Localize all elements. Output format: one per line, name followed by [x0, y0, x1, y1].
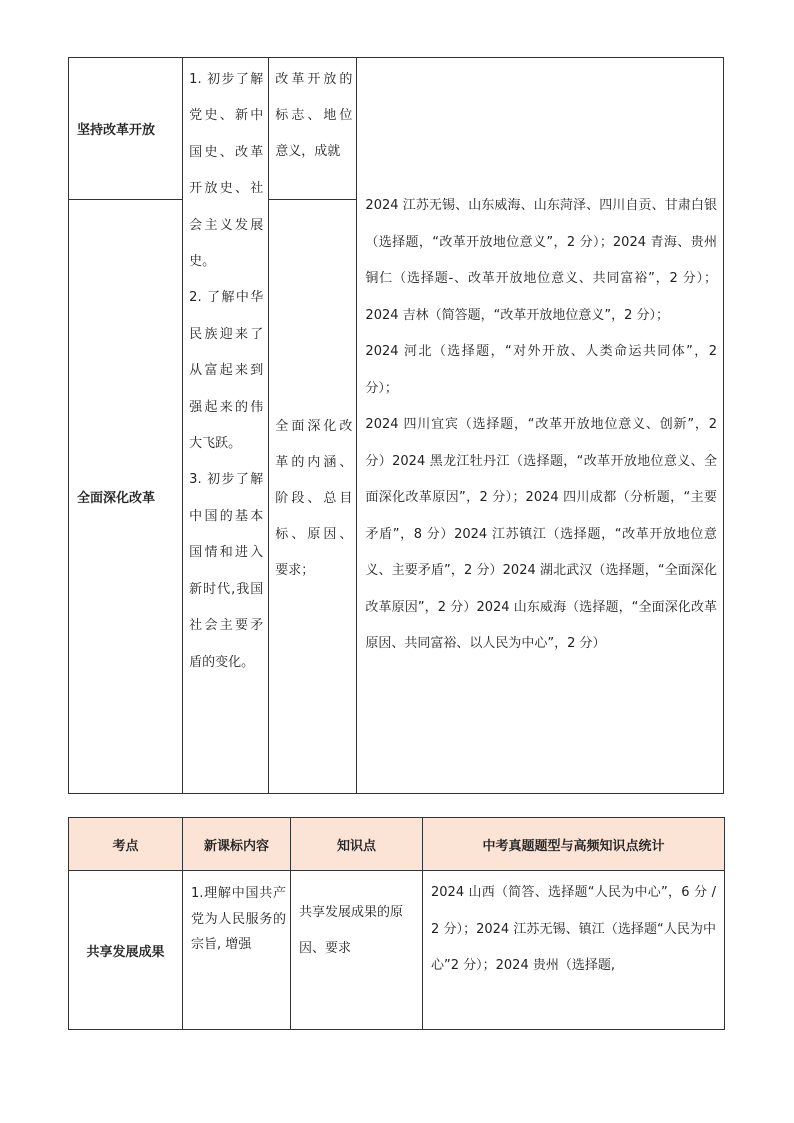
- header-stats: 中考真题题型与高频知识点统计: [423, 818, 725, 871]
- topic-cell-shared-development: 共享发展成果: [69, 871, 183, 1030]
- topic-cell-reform-opening: [69, 58, 183, 200]
- knowledge-cell-deepen-reform: [269, 200, 357, 794]
- knowledge-text: 改革开放的标志、地位意义，成就: [275, 72, 353, 159]
- header-topic: 考点: [69, 818, 183, 871]
- stats-cell: 2024 山西（简答、选择题“人民为中心”，6 分 / 2 分）；2024 江苏无锡、镇江（选择题“人民为中心”2 分）；2024 贵州（选择题,: [423, 871, 725, 1030]
- stats-cell: [357, 58, 724, 794]
- table-header-row: [69, 818, 725, 871]
- topic-label: 坚持改革开放: [77, 123, 156, 138]
- curriculum-item: 3. 初步了解中国的基本国情和进入新时代,我国社会主要矛盾的变化。: [189, 472, 264, 670]
- curriculum-cell: [183, 58, 269, 794]
- exam-topic-table: [68, 57, 724, 794]
- header-curriculum: 新课标内容: [183, 818, 291, 871]
- curriculum-cell: 1.理解中国共产党为人民服务的宗旨, 增强: [183, 871, 291, 1030]
- curriculum-item: 2. 了解中华民族迎来了从富起来到强起来的伟大飞跃。: [189, 290, 264, 452]
- stats-paragraph: 2024 四川宜宾（选择题，“改革开放地位意义、创新”，2 分）2024 黑龙江牡丹江（选择题，“改革开放地位意义、全面深化改革原因”，2 分）；2024 四川成都（分析题，“主要矛盾”，8 分）2024 江苏镇江（选择题，“改革开放地位意义、主要矛盾”，2 分）2024 湖北武汉（选择题，“全面深化改革原因”，2 分）2024 山东威海（选择题，“全面深化改革原因、共同富裕、以人民为中心”，2 分）: [365, 417, 717, 652]
- knowledge-cell: 共享发展成果的原因、要求: [291, 871, 423, 1030]
- knowledge-text: 全面深化改革的内涵、阶段、总目标、原因、要求；: [275, 418, 353, 578]
- stats-paragraph: 2024 河北（选择题，“对外开放、人类命运共同体”，2 分）；: [365, 344, 717, 396]
- table-row: [69, 871, 725, 1030]
- knowledge-cell-reform-opening: [269, 58, 357, 200]
- stats-paragraph: 2024 江苏无锡、山东威海、山东菏泽、四川自贡、甘肃白银（选择题，“改革开放地位意义”，2 分）；2024 青海、贵州铜仁（选择题-、改革开放地位意义、共同富裕”，2 分）；2024 吉林（简答题，“改革开放地位意义”，2 分）；: [365, 198, 717, 323]
- curriculum-item: 1. 初步了解党史、新中国史、改革开放史、社会主义发展史。: [189, 72, 264, 270]
- exam-topic-table-2: [68, 817, 725, 1030]
- header-knowledge: 知识点: [291, 818, 423, 871]
- topic-label: 全面深化改革: [77, 491, 156, 506]
- topic-cell-deepen-reform: [69, 200, 183, 794]
